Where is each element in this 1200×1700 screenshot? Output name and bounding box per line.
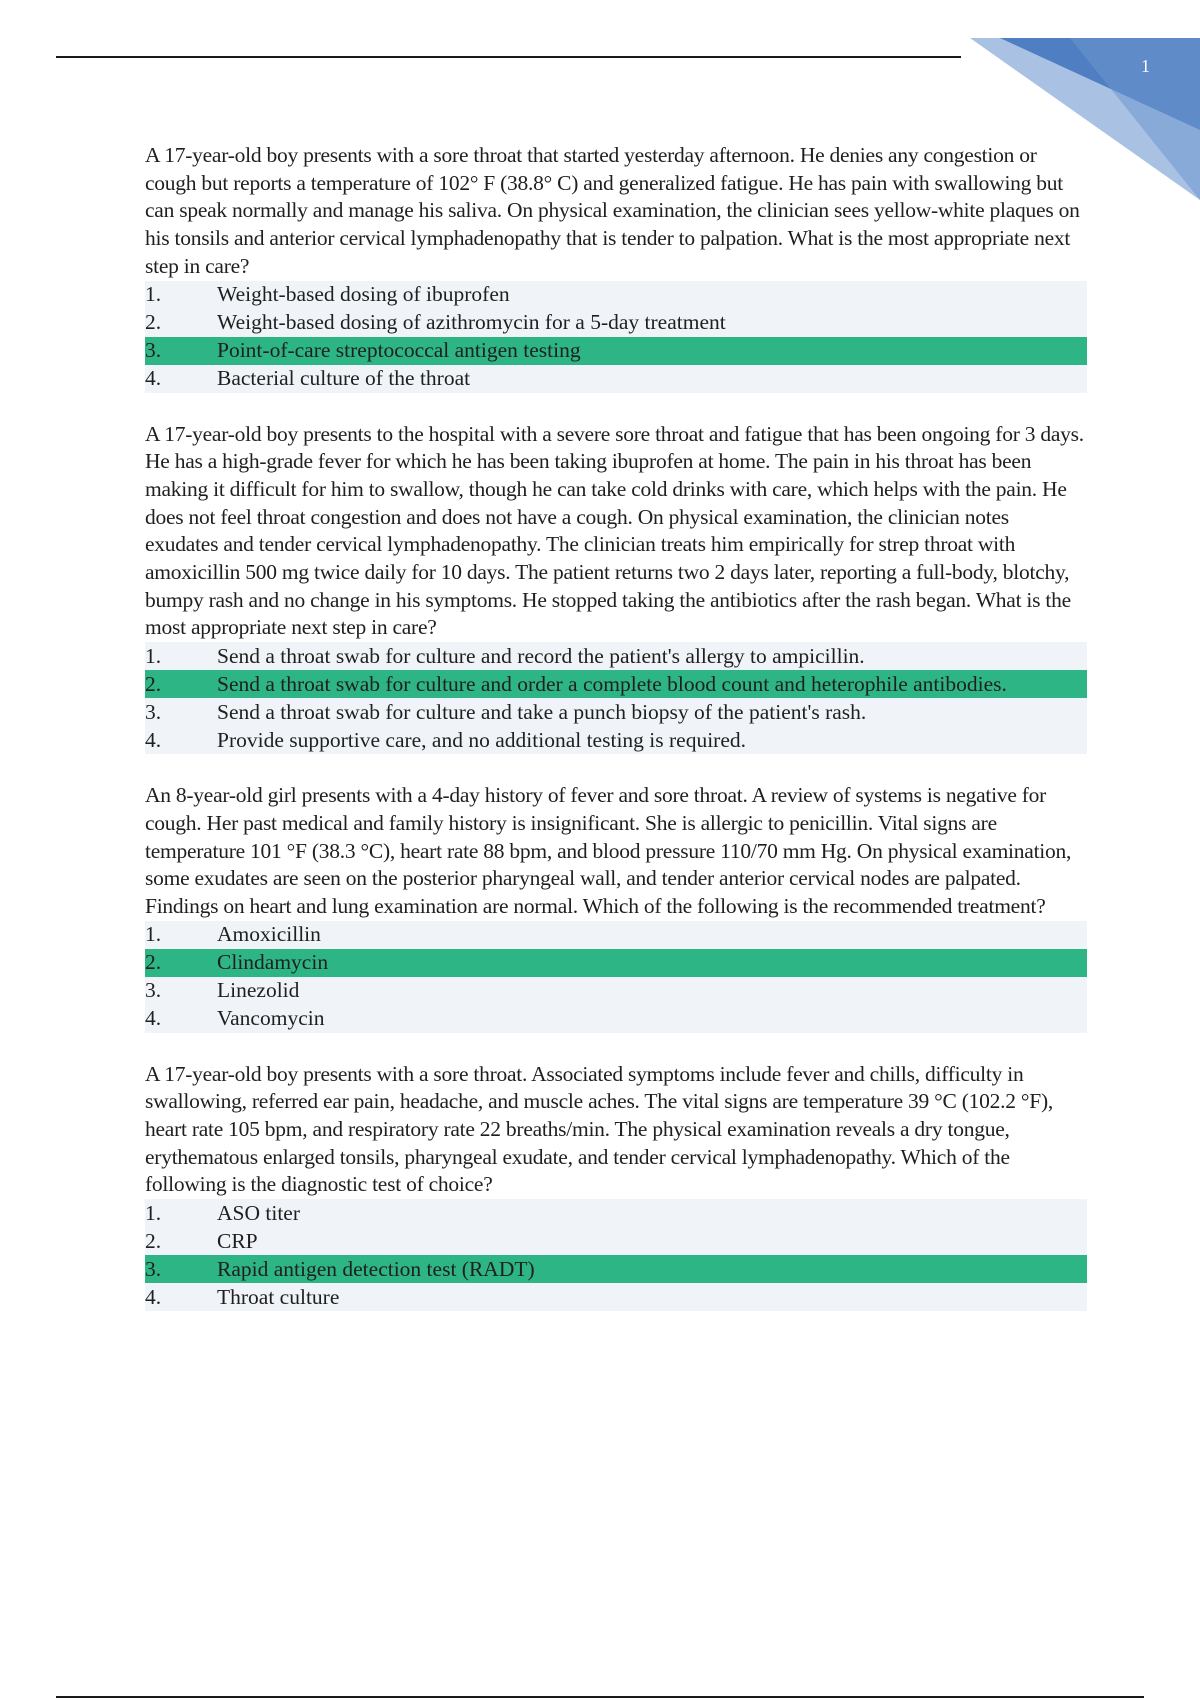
option-list (145, 281, 1087, 393)
option-1[interactable] (145, 921, 1087, 949)
question-stem: A 17-year-old boy presents with a sore throat that started yesterday afternoon. He denies any congestion or cough but reports a temperature of 102° F (38.8° C) and generalized fatigue. He has pain with swallowing but can speak normally and manage his saliva. On physical examination, the clinician sees yellow-white plaques on his tonsils and anterior cervical lymphadenopathy that is tender to palpation. What is the most appropriate next step in care? (145, 143, 1080, 278)
option-number: 4. (145, 727, 162, 752)
option-number: 3. (145, 699, 162, 724)
option-3-correct[interactable] (145, 337, 1087, 365)
question-2 (145, 421, 1087, 755)
option-2-correct[interactable] (145, 949, 1087, 977)
page-content (145, 142, 1087, 1339)
option-text: CRP (217, 1228, 258, 1253)
option-text: ASO titer (217, 1200, 301, 1225)
option-text: Rapid antigen detection test (RADT) (217, 1256, 535, 1281)
option-number: 1. (145, 643, 162, 668)
option-text: Linezolid (217, 978, 300, 1003)
option-text: Send a throat swab for culture and record the patient's allergy to ampicillin. (217, 643, 865, 668)
header-rule (56, 56, 961, 58)
option-number: 1. (145, 282, 162, 307)
option-1[interactable] (145, 1199, 1087, 1227)
option-4[interactable] (145, 1005, 1087, 1033)
option-text: Send a throat swab for culture and take a punch biopsy of the patient's rash. (217, 699, 867, 724)
option-number: 4. (145, 1284, 162, 1309)
option-number: 4. (145, 366, 162, 391)
option-text: Clindamycin (217, 950, 329, 975)
option-text: Amoxicillin (217, 922, 321, 947)
question-stem: A 17-year-old boy presents to the hospital with a severe sore throat and fatigue that has been ongoing for 3 days. He has a high-grade fever for which he has been taking ibuprofen at home. The pain in his throat has been making it difficult for him to swallow, though he can take cold drinks with care, which helps with the pain. He does not feel throat congestion and does not have a cough. On physical examination, the clinician notes exudates and tender cervical lymphadenopathy. The clinician treats him empirically for strep throat with amoxicillin 500 mg twice daily for 10 days. The patient returns two 2 days later, reporting a full-body, blotchy, bumpy rash and no change in his symptoms. He stopped taking the antibiotics after the rash began. What is the most appropriate next step in care? (145, 421, 1084, 640)
question-4 (145, 1061, 1087, 1312)
option-text: Throat culture (217, 1284, 340, 1309)
option-4[interactable] (145, 365, 1087, 393)
option-text: Vancomycin (217, 1006, 325, 1031)
option-3[interactable] (145, 977, 1087, 1005)
option-1[interactable] (145, 642, 1087, 670)
question-3 (145, 782, 1087, 1033)
option-1[interactable] (145, 281, 1087, 309)
option-number: 2. (145, 1228, 162, 1253)
option-text: Provide supportive care, and no additional testing is required. (217, 727, 747, 752)
question-stem: An 8-year-old girl presents with a 4-day history of fever and sore throat. A review of systems is negative for cough. Her past medical and family history is insignificant. She is allergic to penicillin. Vital signs are temperature 101 °F (38.3 °C), heart rate 88 bpm, and blood pressure 110/70 mm Hg. On physical examination, some exudates are seen on the posterior pharyngeal wall, and tender anterior cervical nodes are palpated. Findings on heart and lung examination are normal. Which of the following is the recommended treatment? (145, 783, 1072, 918)
option-text: Weight-based dosing of ibuprofen (217, 282, 510, 307)
question-1 (145, 142, 1087, 393)
question-stem: A 17-year-old boy presents with a sore throat. Associated symptoms include fever and chills, difficulty in swallowing, referred ear pain, headache, and muscle aches. The vital signs are temperature 39 °C (102.2 °F), heart rate 105 bpm, and respiratory rate 22 breaths/min. The physical examination reveals a dry tongue, erythematous enlarged tonsils, pharyngeal exudate, and tender cervical lymphadenopathy. Which of the following is the diagnostic test of choice? (145, 1061, 1053, 1197)
option-text: Bacterial culture of the throat (217, 366, 471, 391)
option-number: 1. (145, 1200, 162, 1225)
option-list (145, 1199, 1087, 1311)
option-4[interactable] (145, 726, 1087, 754)
option-number: 3. (145, 338, 162, 363)
option-2[interactable] (145, 309, 1087, 337)
option-number: 3. (145, 1256, 162, 1281)
option-text: Point-of-care streptococcal antigen testing (217, 338, 581, 363)
option-3[interactable] (145, 698, 1087, 726)
option-number: 2. (145, 671, 162, 696)
option-number: 2. (145, 310, 162, 335)
option-number: 2. (145, 950, 162, 975)
option-4[interactable] (145, 1283, 1087, 1311)
page-number: 1 (1141, 56, 1150, 76)
option-2-correct[interactable] (145, 670, 1087, 698)
footer-rule (56, 1696, 1144, 1698)
option-number: 3. (145, 978, 162, 1003)
option-list (145, 921, 1087, 1033)
option-2[interactable] (145, 1227, 1087, 1255)
option-text: Weight-based dosing of azithromycin for a 5-day treatment (217, 310, 726, 335)
option-3-correct[interactable] (145, 1255, 1087, 1283)
option-text: Send a throat swab for culture and order a complete blood count and heterophile antibodies. (217, 671, 1007, 696)
option-list (145, 642, 1087, 754)
option-number: 4. (145, 1006, 162, 1031)
option-number: 1. (145, 922, 162, 947)
